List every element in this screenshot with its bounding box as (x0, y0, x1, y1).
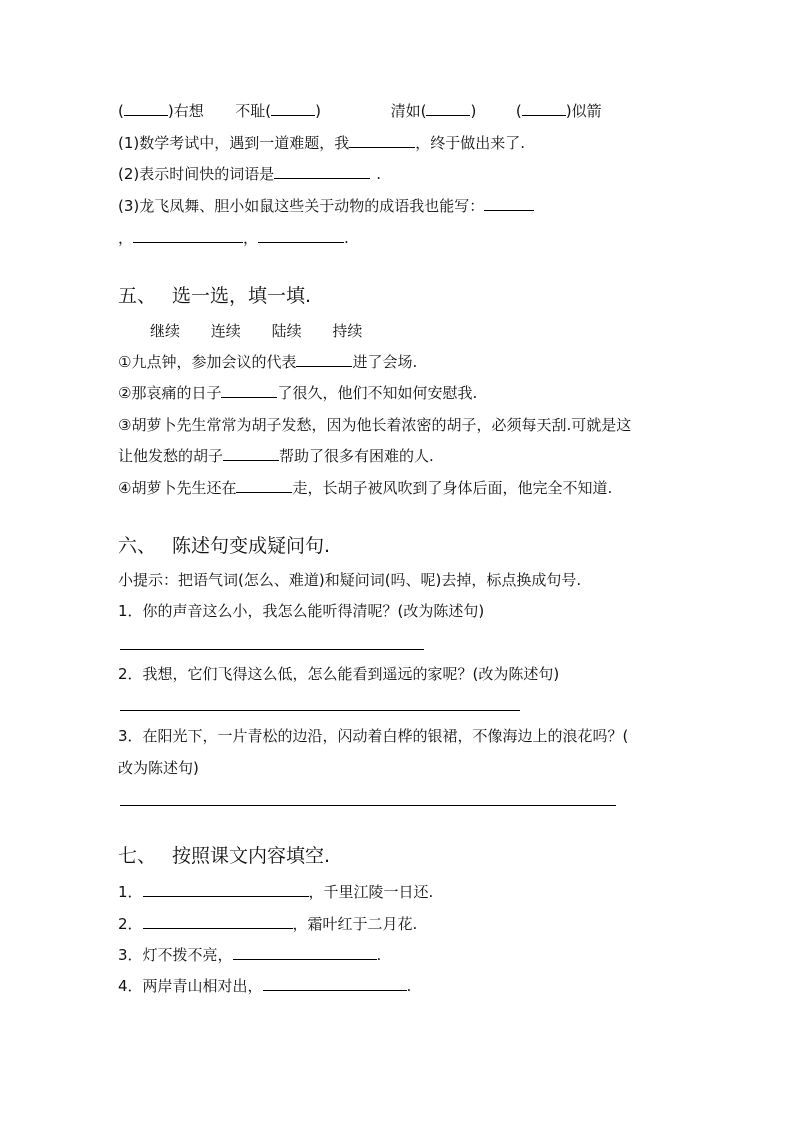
s5-item-3-cont: 让他发愁的胡子 帮助了很多有困难的人. (118, 447, 434, 465)
s6-q1-answer-line[interactable] (120, 649, 424, 650)
idiom-2: 不耻( ) (235, 102, 322, 120)
idiom-1-blank[interactable] (124, 101, 168, 116)
s6-hint: 小提示：把语气词(怎么、难道)和疑问词(吗、呢)去掉，标点换成句号. (118, 571, 582, 589)
s4-q3-blank-2[interactable] (133, 228, 243, 243)
word-bank-item: 持续 (332, 322, 363, 340)
idiom-1: ( )右想 (118, 102, 204, 120)
s5-item-1: ①九点钟，参加会议的代表 进了会场. (118, 353, 418, 371)
s4-q2-blank[interactable] (274, 164, 370, 179)
s7-item-1: 1． ，千里江陵一日还. (118, 883, 434, 901)
s4-q2: (2)表示时间快的词语是 . (118, 165, 382, 183)
idiom-row (118, 101, 602, 121)
s4-q1-blank[interactable] (349, 133, 415, 148)
s5-item-3-blank[interactable] (223, 446, 279, 461)
s5-item-4: ④胡萝卜先生还在 走，长胡子被风吹到了身体后面，他完全不知道. (118, 479, 613, 497)
idiom-4-blank[interactable] (522, 101, 566, 116)
word-bank-item: 继续 (150, 322, 181, 340)
s6-q3: 3．在阳光下，一片青松的边沿，闪动着白桦的银裙，不像海边上的浪花吗？( (118, 727, 629, 745)
s6-q3-answer-line[interactable] (120, 805, 616, 806)
s5-item-3: ③胡萝卜先生常常为胡子发愁，因为他长着浓密的胡子，必须每天刮.可就是这 (118, 416, 632, 434)
s7-item-1-blank[interactable] (143, 882, 309, 897)
s7-item-2-blank[interactable] (143, 914, 293, 929)
idiom-2-blank[interactable] (271, 101, 315, 116)
s7-item-3: 3．灯不拨不亮， . (118, 946, 382, 964)
idiom-3-blank[interactable] (426, 101, 470, 116)
s7-item-4-blank[interactable] (263, 976, 407, 991)
word-bank (150, 321, 362, 341)
s7-item-2: 2． ，霜叶红于二月花. (118, 915, 418, 933)
s4-q1: (1)数学考试中，遇到一道难题，我 ，终于做出来了. (118, 134, 526, 152)
s6-q2: 2．我想，它们飞得这么低，怎么能看到遥远的家呢？(改为陈述句) (118, 665, 560, 683)
idiom-4: ( )似箭 (515, 102, 602, 120)
section5-heading: 五、 选一选，填一填. (118, 285, 312, 307)
idiom-3: 清如( ) (390, 102, 477, 120)
word-bank-item: 陆续 (271, 322, 302, 340)
s5-item-4-blank[interactable] (236, 478, 292, 493)
s5-item-1-blank[interactable] (296, 352, 352, 367)
s4-q3-blank-1[interactable] (484, 196, 534, 211)
s6-q3-cont: 改为陈述句) (118, 759, 199, 777)
section7-heading: 七、 按照课文内容填空. (118, 845, 331, 867)
word-bank-item: 连续 (210, 322, 241, 340)
s4-q3-blank-3[interactable] (258, 228, 344, 243)
s4-q3: (3)龙飞凤舞、胆小如鼠这些关于动物的成语我也能写： (118, 196, 534, 216)
section6-heading: 六、 陈述句变成疑问句. (118, 535, 331, 557)
s5-item-2-blank[interactable] (221, 383, 277, 398)
s7-item-4: 4．两岸青山相对出， . (118, 977, 412, 995)
s6-q1: 1．你的声音这么小，我怎么能听得清呢？(改为陈述句) (118, 602, 485, 620)
s5-item-2: ②那哀痛的日子 了很久，他们不知如何安慰我. (118, 384, 478, 402)
s7-item-3-blank[interactable] (233, 945, 377, 960)
s6-q2-answer-line[interactable] (120, 710, 520, 711)
s4-q3-cont: ， ， . (118, 229, 349, 247)
